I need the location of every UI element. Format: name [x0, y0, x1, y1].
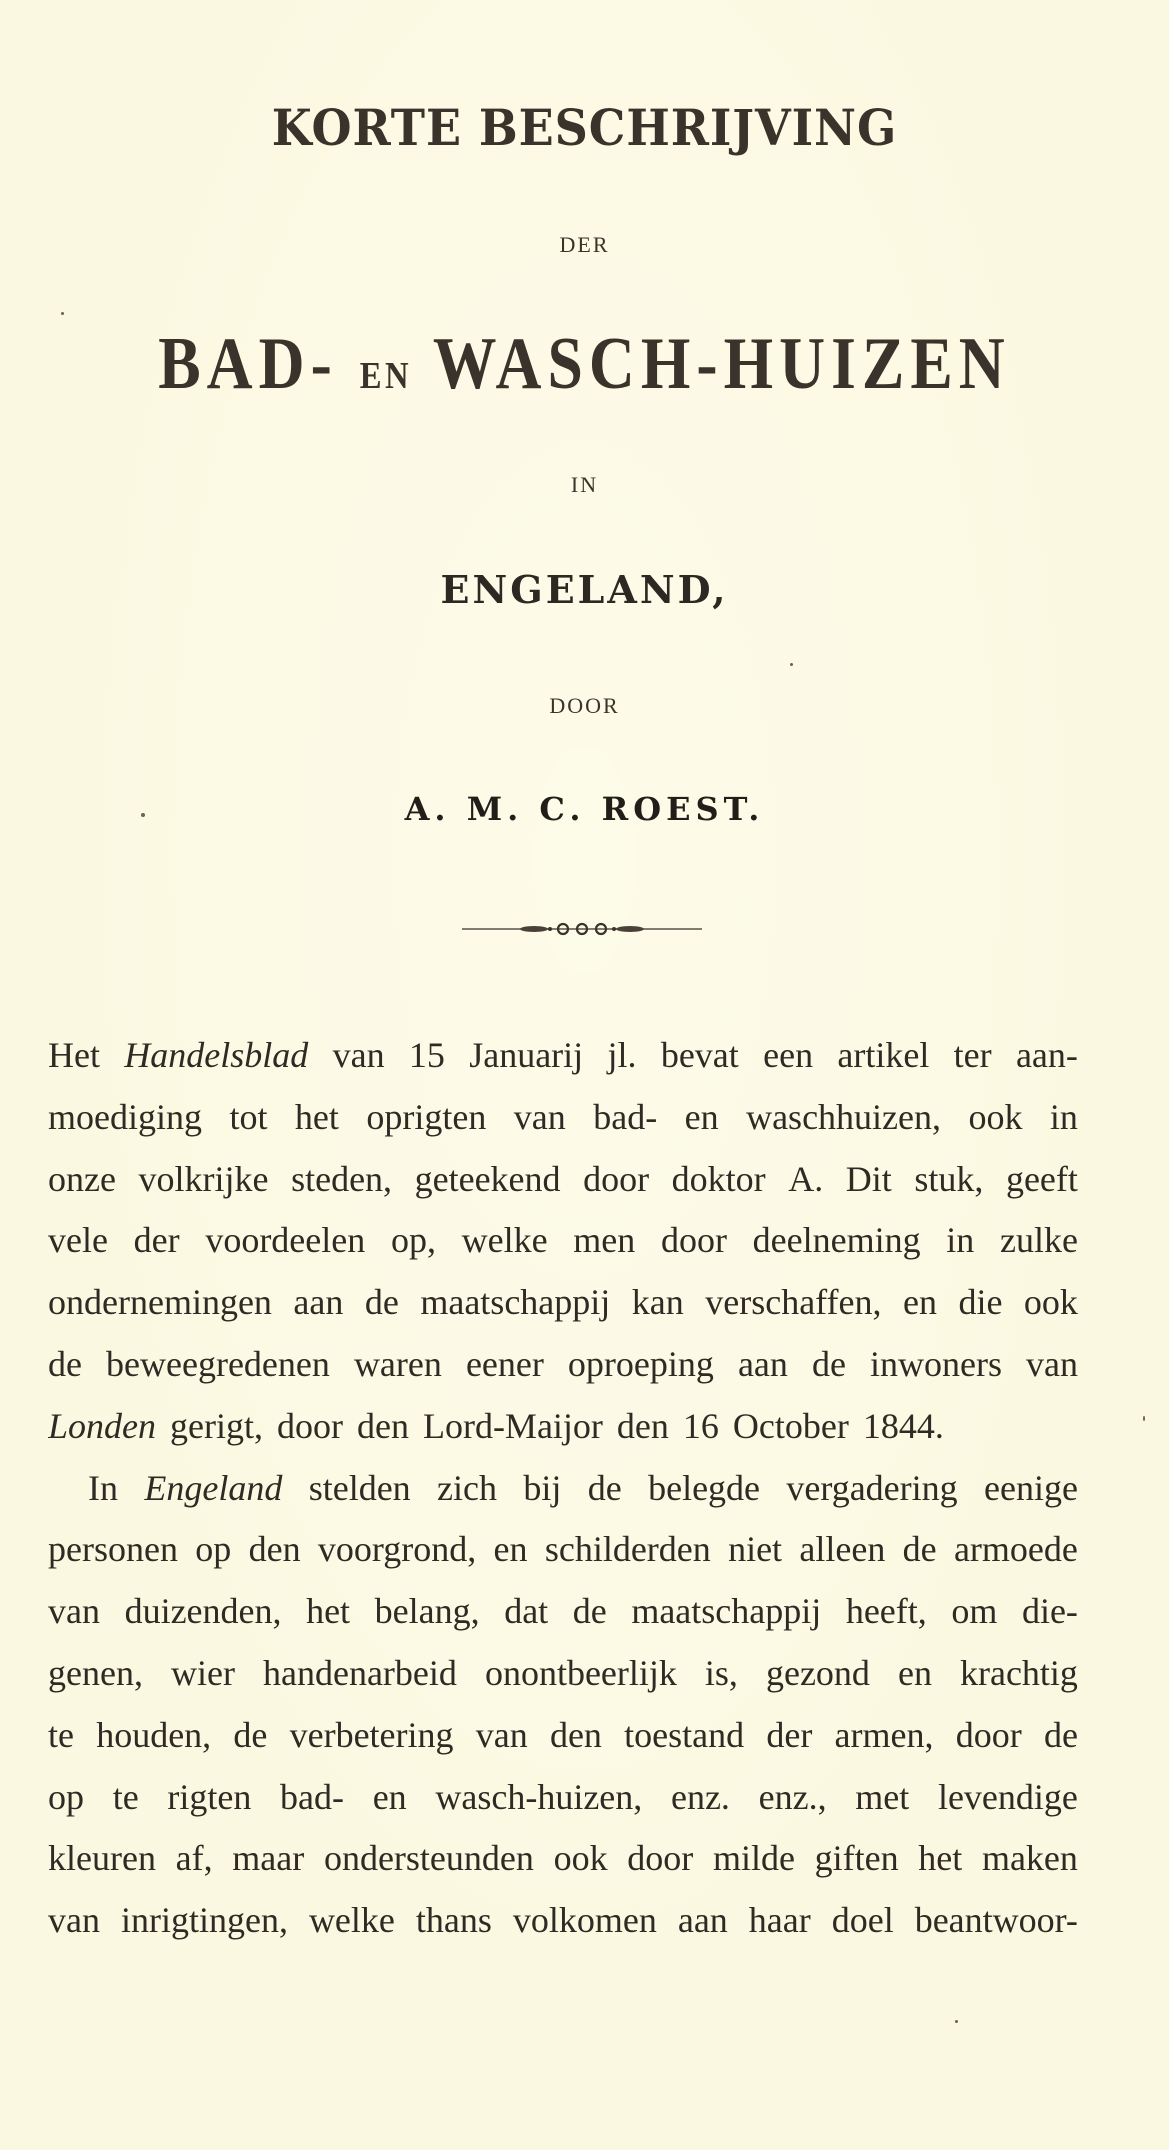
word: bad-	[593, 1096, 658, 1137]
word: Dit	[845, 1158, 892, 1199]
text-line	[48, 1458, 1078, 1520]
word: aan	[677, 1900, 728, 1941]
word: aan	[737, 1343, 788, 1384]
word: oprigten	[366, 1096, 487, 1137]
word: af,	[175, 1838, 213, 1879]
title-line-5: ENGELAND,	[440, 567, 729, 612]
word: dat	[504, 1591, 549, 1632]
author-line: A. M. C. ROEST.	[404, 790, 765, 828]
word: door	[660, 1220, 727, 1261]
word: armen,	[834, 1714, 934, 1755]
word: en	[897, 1652, 932, 1693]
word: ook	[553, 1838, 608, 1879]
word: stuk,	[914, 1158, 984, 1199]
word: schilderden	[544, 1529, 711, 1570]
text-line	[48, 1149, 1078, 1211]
word: onze	[48, 1158, 116, 1199]
text-line	[48, 1581, 1078, 1643]
word: doel	[831, 1900, 894, 1941]
word: het	[918, 1838, 963, 1879]
word: van	[332, 1035, 385, 1075]
word: op	[48, 1776, 84, 1817]
word: doktor	[671, 1158, 766, 1199]
word: belegde	[648, 1467, 761, 1508]
paper-speck	[61, 312, 64, 315]
title-line-2: DER	[559, 232, 610, 257]
word: op	[195, 1529, 232, 1570]
word: 16	[682, 1405, 719, 1446]
word: geeft	[1005, 1158, 1078, 1199]
word: moediging	[48, 1096, 202, 1137]
word: milde	[712, 1838, 795, 1879]
word: het	[306, 1591, 351, 1632]
word: met	[855, 1776, 910, 1817]
word: handenarbeid	[263, 1652, 457, 1693]
title-bad: BAD-	[158, 323, 338, 405]
word: verschaffen,	[705, 1282, 882, 1323]
word: den	[549, 1714, 602, 1755]
word: bij	[523, 1467, 562, 1508]
word: voordeelen	[205, 1220, 366, 1261]
word: 1844.	[862, 1405, 944, 1446]
word: is,	[704, 1652, 738, 1693]
word: rigten	[167, 1776, 252, 1817]
text-line	[48, 1643, 1078, 1705]
word: enz.,	[758, 1776, 827, 1817]
word: thans	[415, 1900, 492, 1941]
word: inwoners	[869, 1343, 1002, 1384]
word: haar	[748, 1900, 811, 1941]
word: personen	[48, 1529, 178, 1570]
word: om	[951, 1591, 998, 1632]
word: ondersteunden	[323, 1838, 534, 1879]
word: vergadering	[786, 1467, 958, 1508]
word: niet	[728, 1529, 783, 1570]
word: op,	[390, 1220, 436, 1261]
word: kan	[631, 1282, 684, 1323]
word: belang,	[374, 1591, 480, 1632]
word: tot	[229, 1096, 268, 1137]
word: Januarij	[469, 1035, 584, 1075]
word: die-	[1021, 1591, 1078, 1632]
word: inrigtingen,	[120, 1900, 288, 1941]
word: door	[583, 1158, 650, 1199]
word: door	[276, 1405, 343, 1446]
word: die	[958, 1282, 1003, 1323]
word: Het	[48, 1035, 100, 1075]
word: de	[902, 1529, 937, 1570]
word: men	[573, 1220, 636, 1261]
word: der	[766, 1714, 813, 1755]
word: wasch-huizen,	[435, 1776, 643, 1817]
word: onontbeerlijk	[484, 1652, 677, 1693]
word: de	[572, 1591, 607, 1632]
text-line	[48, 1705, 1078, 1767]
word: van	[48, 1900, 100, 1941]
word-space	[719, 1396, 733, 1458]
word: de	[233, 1714, 268, 1755]
ornament-divider-icon	[462, 918, 702, 938]
word: bevat	[660, 1035, 739, 1075]
word: ter	[953, 1035, 992, 1075]
word-space	[263, 1396, 277, 1458]
title-line-3	[82, 322, 1087, 407]
word: geteekend	[414, 1158, 561, 1199]
word: ook	[1023, 1282, 1078, 1323]
word: van	[513, 1096, 566, 1137]
word: wier	[171, 1652, 235, 1693]
word: stelden	[308, 1467, 411, 1508]
word: jl.	[607, 1035, 637, 1075]
text-line	[48, 1767, 1078, 1829]
word: de	[48, 1343, 82, 1384]
word: van	[48, 1591, 100, 1632]
word: de	[364, 1282, 399, 1323]
title-en: EN	[359, 355, 413, 397]
word: welke	[308, 1900, 395, 1941]
word: in	[946, 1220, 975, 1261]
word-space	[409, 1396, 423, 1458]
word: verbetering	[289, 1714, 454, 1755]
text-line	[48, 1334, 1078, 1396]
word: waschhuizen,	[746, 1096, 942, 1137]
word: een	[763, 1035, 814, 1075]
word: steden,	[291, 1158, 393, 1199]
paper-speck	[955, 2020, 958, 2023]
word: van	[475, 1714, 528, 1755]
word: volkomen	[512, 1900, 657, 1941]
word: maatschappij	[420, 1282, 611, 1323]
word: kleuren	[48, 1838, 156, 1879]
word: de	[587, 1467, 622, 1508]
title-line-6: DOOR	[549, 693, 620, 718]
word: levendige	[937, 1776, 1078, 1817]
word: te	[48, 1714, 74, 1755]
word: door	[955, 1714, 1022, 1755]
word: beantwoor-	[914, 1900, 1078, 1941]
word: Londen	[48, 1405, 156, 1446]
word: de	[811, 1343, 846, 1384]
word: Lord-Maijor	[422, 1405, 603, 1446]
text-line	[48, 1519, 1078, 1581]
word: aan	[293, 1282, 344, 1323]
word: beweegredenen	[106, 1343, 330, 1384]
title-line-4: IN	[570, 472, 599, 497]
word-space	[603, 1396, 617, 1458]
word: giften	[814, 1838, 899, 1879]
word: bad-	[280, 1776, 344, 1817]
word: deelneming	[752, 1220, 921, 1261]
word: welke	[461, 1220, 548, 1261]
word: van	[1026, 1343, 1078, 1384]
text-line	[48, 1210, 1078, 1272]
word: eener	[465, 1343, 544, 1384]
paper-speck	[141, 813, 145, 817]
word: den	[616, 1405, 669, 1446]
word: vele	[48, 1220, 108, 1261]
word: aan-	[1015, 1035, 1078, 1075]
text-line	[48, 1396, 1078, 1458]
word: eenige	[984, 1467, 1078, 1508]
word: het	[294, 1096, 339, 1137]
word: krachtig	[959, 1652, 1078, 1693]
word: ondernemingen	[48, 1282, 272, 1323]
text-line	[48, 1025, 1078, 1087]
word: gerigt,	[170, 1405, 263, 1446]
word-space	[343, 1396, 357, 1458]
word: ook	[968, 1096, 1023, 1137]
word: oproeping	[567, 1343, 714, 1384]
word: maatschappij	[631, 1591, 822, 1632]
word: gezond	[765, 1652, 870, 1693]
word: waren	[353, 1343, 442, 1384]
paper-speck	[790, 663, 793, 666]
word: in	[1049, 1096, 1078, 1137]
word: In	[88, 1467, 118, 1508]
text-line	[48, 1890, 1078, 1952]
word: heeft,	[845, 1591, 927, 1632]
word: enz.	[670, 1776, 730, 1817]
word: en	[684, 1096, 719, 1137]
word: te	[112, 1776, 139, 1817]
word: maar	[232, 1838, 305, 1879]
title-line-1: KORTE BESCHRIJVING	[271, 98, 898, 157]
word: de	[1043, 1714, 1078, 1755]
word: zich	[437, 1467, 498, 1508]
text-line	[48, 1272, 1078, 1334]
word: den	[248, 1529, 301, 1570]
word-space	[849, 1396, 863, 1458]
word: October	[732, 1405, 849, 1446]
word: door	[627, 1838, 694, 1879]
word: Handelsblad	[124, 1035, 309, 1075]
word-space	[156, 1396, 170, 1458]
text-line	[48, 1087, 1078, 1149]
word: en	[902, 1282, 937, 1323]
word: voorgrond,	[317, 1529, 477, 1570]
word: maken	[981, 1838, 1078, 1879]
title-wasch-huizen: WASCH-HUIZEN	[432, 323, 1011, 405]
word: armoede	[953, 1529, 1078, 1570]
word-space	[669, 1396, 683, 1458]
paper-speck	[1143, 1416, 1145, 1421]
word: den	[356, 1405, 409, 1446]
word: Engeland	[144, 1467, 283, 1508]
word: 15	[408, 1035, 445, 1075]
word: en	[372, 1776, 407, 1817]
word: zulke	[999, 1220, 1078, 1261]
word: houden,	[96, 1714, 212, 1755]
word: A.	[788, 1158, 824, 1199]
word: toestand	[624, 1714, 745, 1755]
word: volkrijke	[138, 1158, 269, 1199]
word: der	[133, 1220, 180, 1261]
word: duizenden,	[124, 1591, 282, 1632]
text-line	[48, 1828, 1078, 1890]
word: en	[493, 1529, 528, 1570]
body-paragraphs	[48, 1025, 1078, 1952]
word: artikel	[837, 1035, 930, 1075]
word: alleen	[799, 1529, 886, 1570]
word: genen,	[48, 1652, 143, 1693]
